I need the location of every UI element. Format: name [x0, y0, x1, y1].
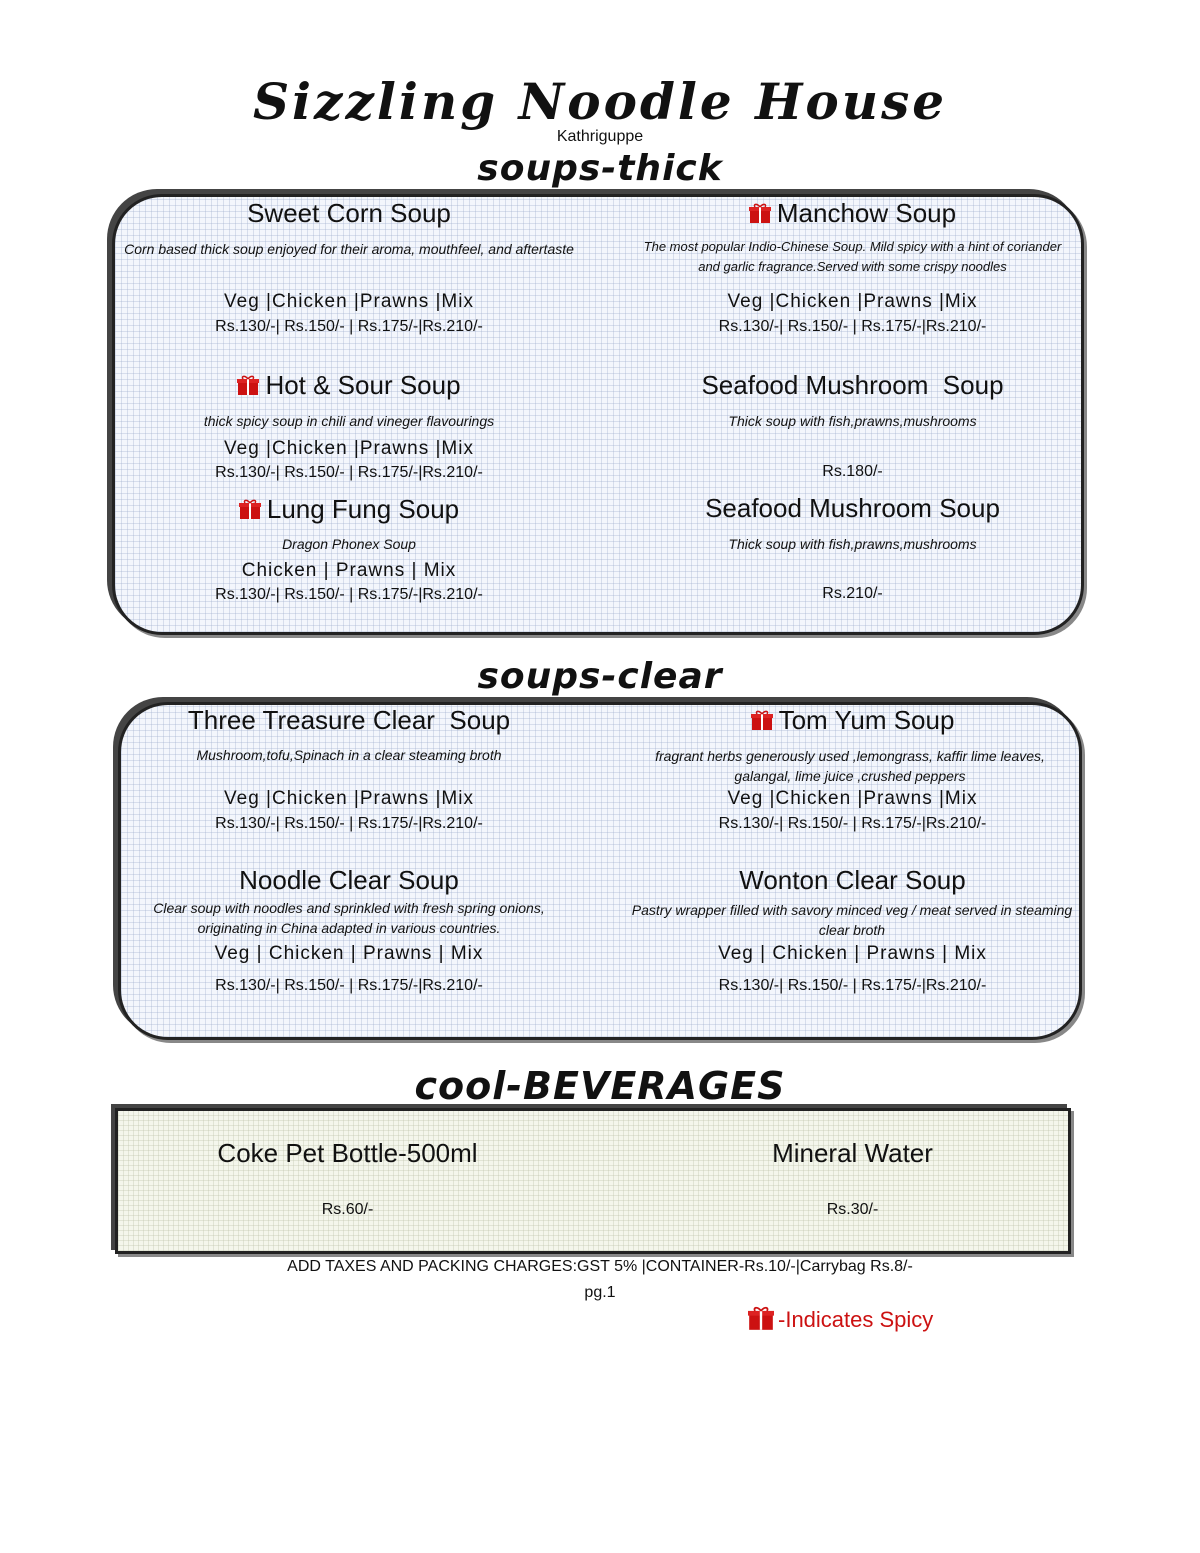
- menu-item-name: Seafood Mushroom Soup: [701, 370, 1004, 400]
- menu-item-name: Three Treasure Clear Soup: [187, 705, 511, 735]
- menu-item-prices: Rs.130/-| Rs.150/- | Rs.175/-|Rs.210/-: [215, 586, 483, 603]
- beverages-panel: [115, 1108, 1071, 1254]
- menu-item-variants: Veg |Chicken |Prawns |Mix: [727, 788, 978, 809]
- spicy-legend: -Indicates Spicy: [748, 1306, 933, 1333]
- menu-item-name: Hot & Sour Soup: [120, 370, 578, 401]
- menu-item-prices: Rs.60/-: [321, 1201, 374, 1218]
- restaurant-location: Kathriguppe: [556, 128, 644, 145]
- gift-box-icon: [748, 1306, 774, 1330]
- menu-item-prices: Rs.130/-| Rs.150/- | Rs.175/-|Rs.210/-: [718, 977, 987, 994]
- restaurant-name: Sizzling Noodle House: [252, 72, 948, 131]
- menu-item-desc: Dragon Phonex Soup: [282, 536, 416, 552]
- gift-box-icon: [239, 499, 261, 519]
- section-title-cool-beverages: cool-BEVERAGES: [414, 1064, 786, 1108]
- menu-item-prices: Rs.210/-: [822, 585, 883, 602]
- menu-item-desc: fragrant herbs generously used ,lemongrass, kaffir lime leaves, galangal, lime juice ,crushed peppers: [655, 748, 1045, 784]
- menu-item-prices: Rs.30/-: [826, 1201, 879, 1218]
- menu-item-variants: Veg |Chicken |Prawns |Mix: [224, 291, 474, 312]
- menu-item-name: Seafood Mushroom Soup: [705, 493, 1000, 523]
- menu-item-name: Tom Yum Soup: [625, 705, 1080, 736]
- menu-item-desc: Clear soup with noodles and sprinkled with fresh spring onions, originating in China adapted in various countries.: [153, 900, 545, 936]
- gift-box-icon: [749, 203, 771, 223]
- menu-item-prices: Rs.130/-| Rs.150/- | Rs.175/-|Rs.210/-: [718, 318, 987, 335]
- menu-item-prices: Rs.130/-| Rs.150/- | Rs.175/-|Rs.210/-: [215, 815, 483, 832]
- menu-item-variants: Veg | Chicken | Prawns | Mix: [718, 943, 987, 964]
- menu-item-variants: Chicken | Prawns | Mix: [241, 560, 457, 581]
- menu-item-prices: Rs.180/-: [822, 463, 883, 480]
- menu-item-desc: Corn based thick soup enjoyed for their aroma, mouthfeel, and aftertaste: [124, 241, 574, 257]
- section-title-soups-clear: soups-clear: [477, 656, 723, 697]
- menu-item-variants: Veg |Chicken |Prawns |Mix: [224, 438, 474, 459]
- menu-item-desc: The most popular Indio-Chinese Soup. Mild spicy with a hint of coriander and garlic fragrance.Served with some crispy noodles: [643, 239, 1062, 274]
- menu-item-name: Sweet Corn Soup: [247, 198, 451, 228]
- menu-item-desc: thick spicy soup in chili and vineger flavourings: [203, 413, 495, 429]
- menu-item-desc: Thick soup with fish,prawns,mushrooms: [728, 413, 977, 429]
- menu-item-prices: Rs.130/-| Rs.150/- | Rs.175/-|Rs.210/-: [215, 977, 483, 994]
- menu-item-name: Manchow Soup: [625, 198, 1080, 229]
- menu-item-desc: Thick soup with fish,prawns,mushrooms: [728, 536, 977, 552]
- menu-item-name: Coke Pet Bottle-500ml: [217, 1138, 478, 1168]
- gift-box-icon: [751, 710, 773, 730]
- charges-note: ADD TAXES AND PACKING CHARGES:GST 5% |CONTAINER-Rs.10/-|Carrybag Rs.8/-: [287, 1258, 913, 1275]
- menu-item-name: Noodle Clear Soup: [239, 865, 459, 895]
- menu-item-variants: Veg |Chicken |Prawns |Mix: [727, 291, 978, 312]
- menu-item-desc: Mushroom,tofu,Spinach in a clear steaming broth: [196, 747, 502, 763]
- menu-item-prices: Rs.130/-| Rs.150/- | Rs.175/-|Rs.210/-: [718, 815, 987, 832]
- menu-item-name: Wonton Clear Soup: [739, 865, 966, 895]
- menu-item-variants: Veg | Chicken | Prawns | Mix: [214, 943, 484, 964]
- menu-item-prices: Rs.130/-| Rs.150/- | Rs.175/-|Rs.210/-: [215, 318, 483, 335]
- menu-item-name: Lung Fung Soup: [120, 494, 578, 525]
- section-title-soups-thick: soups-thick: [477, 148, 723, 189]
- menu-item-desc: Pastry wrapper filled with savory minced veg / meat served in steaming clear broth: [631, 902, 1073, 938]
- page-number: pg.1: [584, 1284, 616, 1301]
- menu-item-variants: Veg |Chicken |Prawns |Mix: [224, 788, 474, 809]
- gift-box-icon: [237, 375, 259, 395]
- menu-item-prices: Rs.130/-| Rs.150/- | Rs.175/-|Rs.210/-: [215, 464, 483, 481]
- menu-item-name: Mineral Water: [772, 1138, 933, 1168]
